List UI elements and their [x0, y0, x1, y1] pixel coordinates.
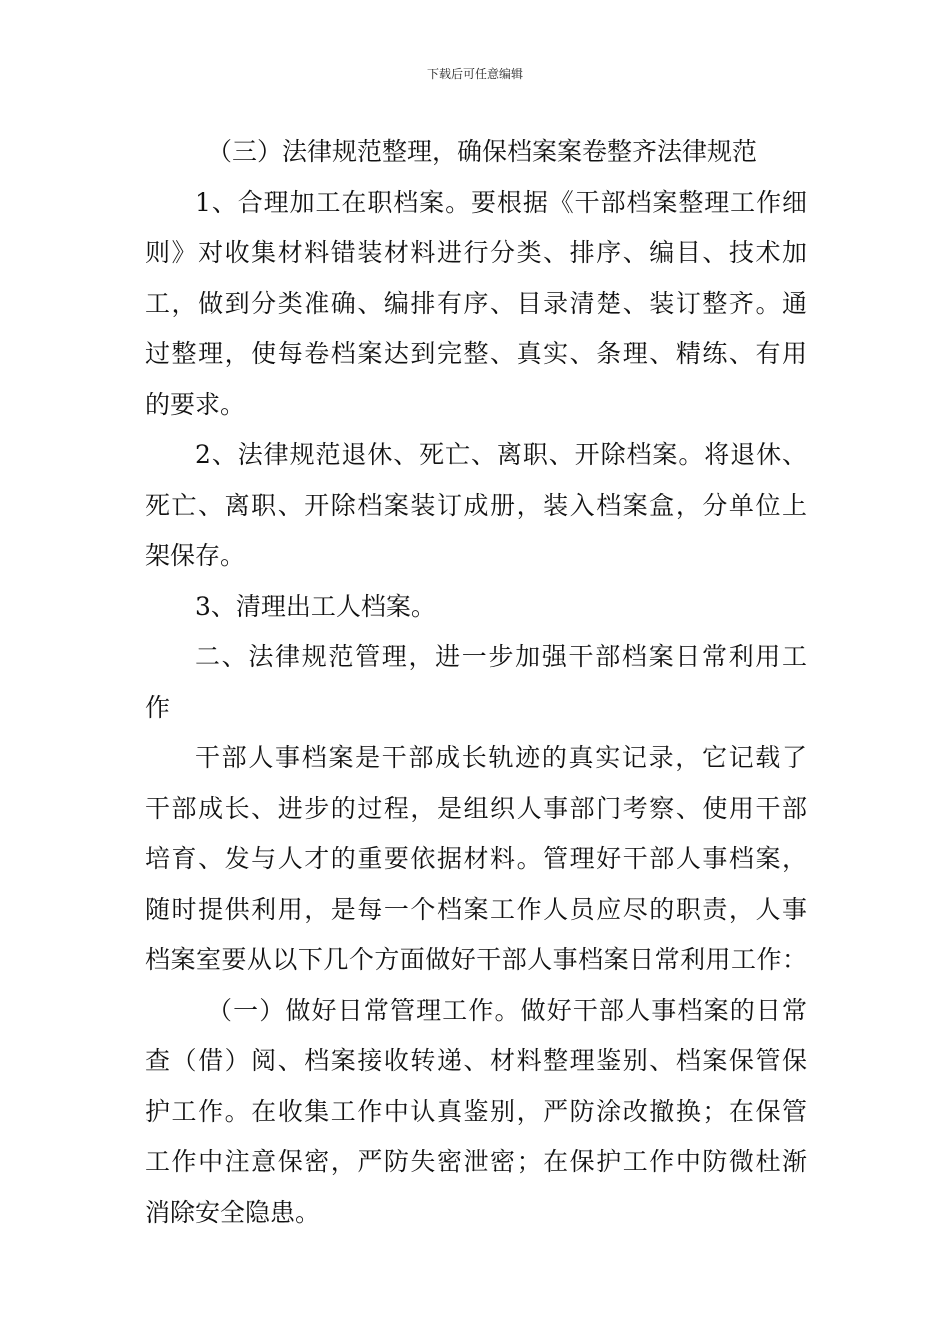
- text-line: （一）做好日常管理工作。做好干部人事档案的日常: [207, 995, 807, 1025]
- text-line: 则》对收集材料错装材料进行分类、排序、编目、技术加: [145, 238, 807, 267]
- text-line: 消除安全隐患。: [145, 1197, 321, 1227]
- text-line: 1、合理加工在职档案。要根据《干部档案整理工作细: [195, 187, 807, 217]
- text-line: 培育、发与人才的重要依据材料。管理好干部人事档案，: [145, 844, 807, 873]
- text-line: 干部人事档案是干部成长轨迹的真实记录，它记载了: [195, 743, 807, 772]
- text-line: 随时提供利用，是每一个档案工作人员应尽的职责，人事: [145, 894, 807, 924]
- document-body: [145, 127, 807, 1238]
- text-line: 查（借）阅、档案接收转递、材料整理鉴别、档案保管保: [145, 1046, 807, 1075]
- text-line: 干部成长、进步的过程，是组织人事部门考察、使用干部: [145, 793, 807, 823]
- page-header: 下载后可任意编辑: [426, 67, 523, 81]
- text-line: 2、法律规范退休、死亡、离职、开除档案。将退休、: [195, 440, 807, 469]
- text-line: 工作中注意保密，严防失密泄密；在保护工作中防微杜渐: [145, 1147, 807, 1176]
- text-line: 二、法律规范管理，进一步加强干部档案日常利用工: [195, 642, 807, 671]
- text-line: 死亡、离职、开除档案装订成册，装入档案盒，分单位上: [145, 490, 807, 520]
- text-line: 工，做到分类准确、编排有序、目录清楚、装订整齐。通: [145, 288, 807, 318]
- text-line: 的要求。: [145, 389, 246, 419]
- text-line: 架保存。: [145, 541, 246, 570]
- text-line: 3、清理出工人档案。: [195, 591, 436, 621]
- text-line: 档案室要从以下几个方面做好干部人事档案日常利用工作：: [145, 945, 807, 974]
- text-line: 过整理，使每卷档案达到完整、真实、条理、精练、有用: [145, 339, 807, 368]
- text-line: （三）法律规范整理，确保档案案卷整齐法律规范: [207, 137, 758, 166]
- text-line: 护工作。在收集工作中认真鉴别，严防涂改撤换；在保管: [145, 1096, 807, 1126]
- text-line: 作: [145, 692, 171, 722]
